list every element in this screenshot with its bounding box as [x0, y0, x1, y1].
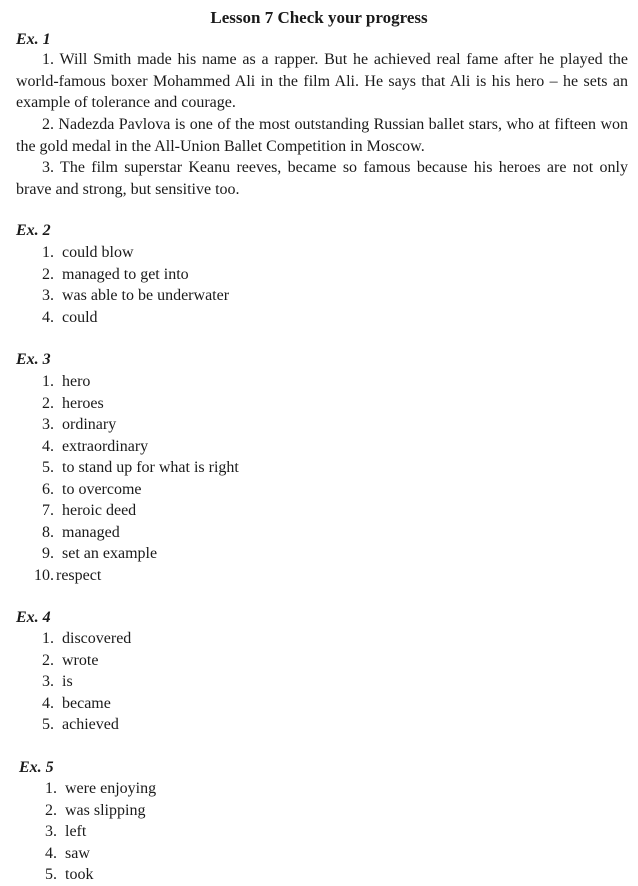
item-number: 4. — [42, 308, 54, 326]
list-item — [26, 457, 239, 479]
ex5-heading: Ex. 5 — [19, 759, 54, 776]
item-text: became — [62, 694, 111, 712]
ex4-heading: Ex. 4 — [16, 609, 51, 626]
item-number: 5. — [42, 459, 54, 476]
item-text: set an example — [62, 545, 158, 562]
item-text: hero — [62, 373, 91, 390]
item-number: 3. — [42, 673, 54, 690]
item-number: 4. — [42, 437, 54, 455]
ex1-paragraph-2: 2. Nadezda Pavlova is one of the most outstanding Russian ballet stars, who at fifteen won the gold medal in the All-Union Ballet Competition in Moscow. — [16, 116, 628, 155]
item-number: 4. — [45, 844, 57, 862]
list-item — [26, 371, 239, 393]
list-item — [29, 821, 156, 843]
item-number: 2. — [45, 801, 57, 819]
item-text: extraordinary — [62, 437, 149, 455]
item-text: to overcome — [62, 480, 142, 498]
list-item — [26, 628, 131, 650]
item-number: 3. — [42, 416, 54, 433]
ex3-answer-list — [26, 371, 239, 586]
list-item — [29, 800, 156, 822]
item-number: 10. — [34, 566, 54, 584]
item-number: 3. — [45, 823, 57, 840]
item-text: managed to get into — [62, 265, 189, 283]
item-number: 7. — [42, 502, 54, 519]
item-text: heroic deed — [62, 502, 137, 519]
list-item — [29, 864, 156, 886]
item-number: 2. — [42, 651, 54, 669]
list-item — [26, 436, 239, 458]
list-item — [26, 285, 229, 307]
item-number: 5. — [42, 716, 54, 733]
list-item — [26, 307, 229, 329]
item-text: managed — [62, 523, 120, 541]
list-item — [26, 671, 131, 693]
page-title: Lesson 7 Check your progress — [210, 8, 428, 27]
item-number: 8. — [42, 523, 54, 541]
item-text: discovered — [62, 630, 132, 647]
item-text: left — [65, 823, 87, 840]
item-text: took — [65, 866, 94, 883]
list-item — [29, 843, 156, 865]
list-item — [26, 414, 239, 436]
item-number: 2. — [42, 265, 54, 283]
list-item — [26, 500, 239, 522]
item-text: could — [62, 308, 98, 326]
item-text: respect — [56, 566, 102, 584]
item-text: was slipping — [65, 801, 146, 819]
item-text: ordinary — [62, 416, 117, 433]
ex4-answer-list — [26, 628, 131, 736]
item-number: 9. — [42, 545, 54, 562]
list-item — [26, 650, 131, 672]
item-number: 1. — [45, 780, 57, 797]
item-text: were enjoying — [65, 780, 157, 797]
list-item — [26, 242, 229, 264]
list-item — [26, 714, 131, 736]
ex5-answer-list — [29, 778, 156, 886]
list-item — [26, 565, 239, 587]
ex1-heading: Ex. 1 — [16, 31, 51, 48]
item-number: 6. — [42, 480, 54, 498]
ex3-heading: Ex. 3 — [16, 351, 51, 368]
list-item — [26, 393, 239, 415]
list-item — [26, 522, 239, 544]
item-number: 1. — [42, 244, 54, 261]
item-number: 5. — [45, 866, 57, 883]
list-item — [26, 479, 239, 501]
list-item — [26, 693, 131, 715]
item-number: 2. — [42, 394, 54, 412]
item-text: heroes — [62, 394, 104, 412]
item-number: 4. — [42, 694, 54, 712]
item-number: 1. — [42, 373, 54, 390]
ex1-paragraph-1: 1. Will Smith made his name as a rapper. But he achieved real fame after he played the world-famous boxer Mohammed Ali in the film Ali. He says that Ali is his hero – he sets an example of tolerance and courage. — [16, 51, 628, 111]
ex2-heading: Ex. 2 — [16, 222, 51, 239]
list-item — [26, 264, 229, 286]
item-number: 3. — [42, 287, 54, 304]
list-item — [26, 543, 239, 565]
item-text: saw — [65, 844, 90, 862]
item-text: was able to be underwater — [62, 287, 230, 304]
item-number: 1. — [42, 630, 54, 647]
item-text: could blow — [62, 244, 134, 261]
item-text: to stand up for what is right — [62, 459, 239, 476]
ex1-paragraph-3: 3. The film superstar Keanu reeves, became so famous because his heroes are not only brave and strong, but sensitive too. — [16, 159, 628, 198]
item-text: wrote — [62, 651, 99, 669]
ex2-answer-list — [26, 242, 229, 328]
item-text: is — [62, 673, 73, 690]
item-text: achieved — [62, 716, 119, 733]
list-item — [29, 778, 156, 800]
